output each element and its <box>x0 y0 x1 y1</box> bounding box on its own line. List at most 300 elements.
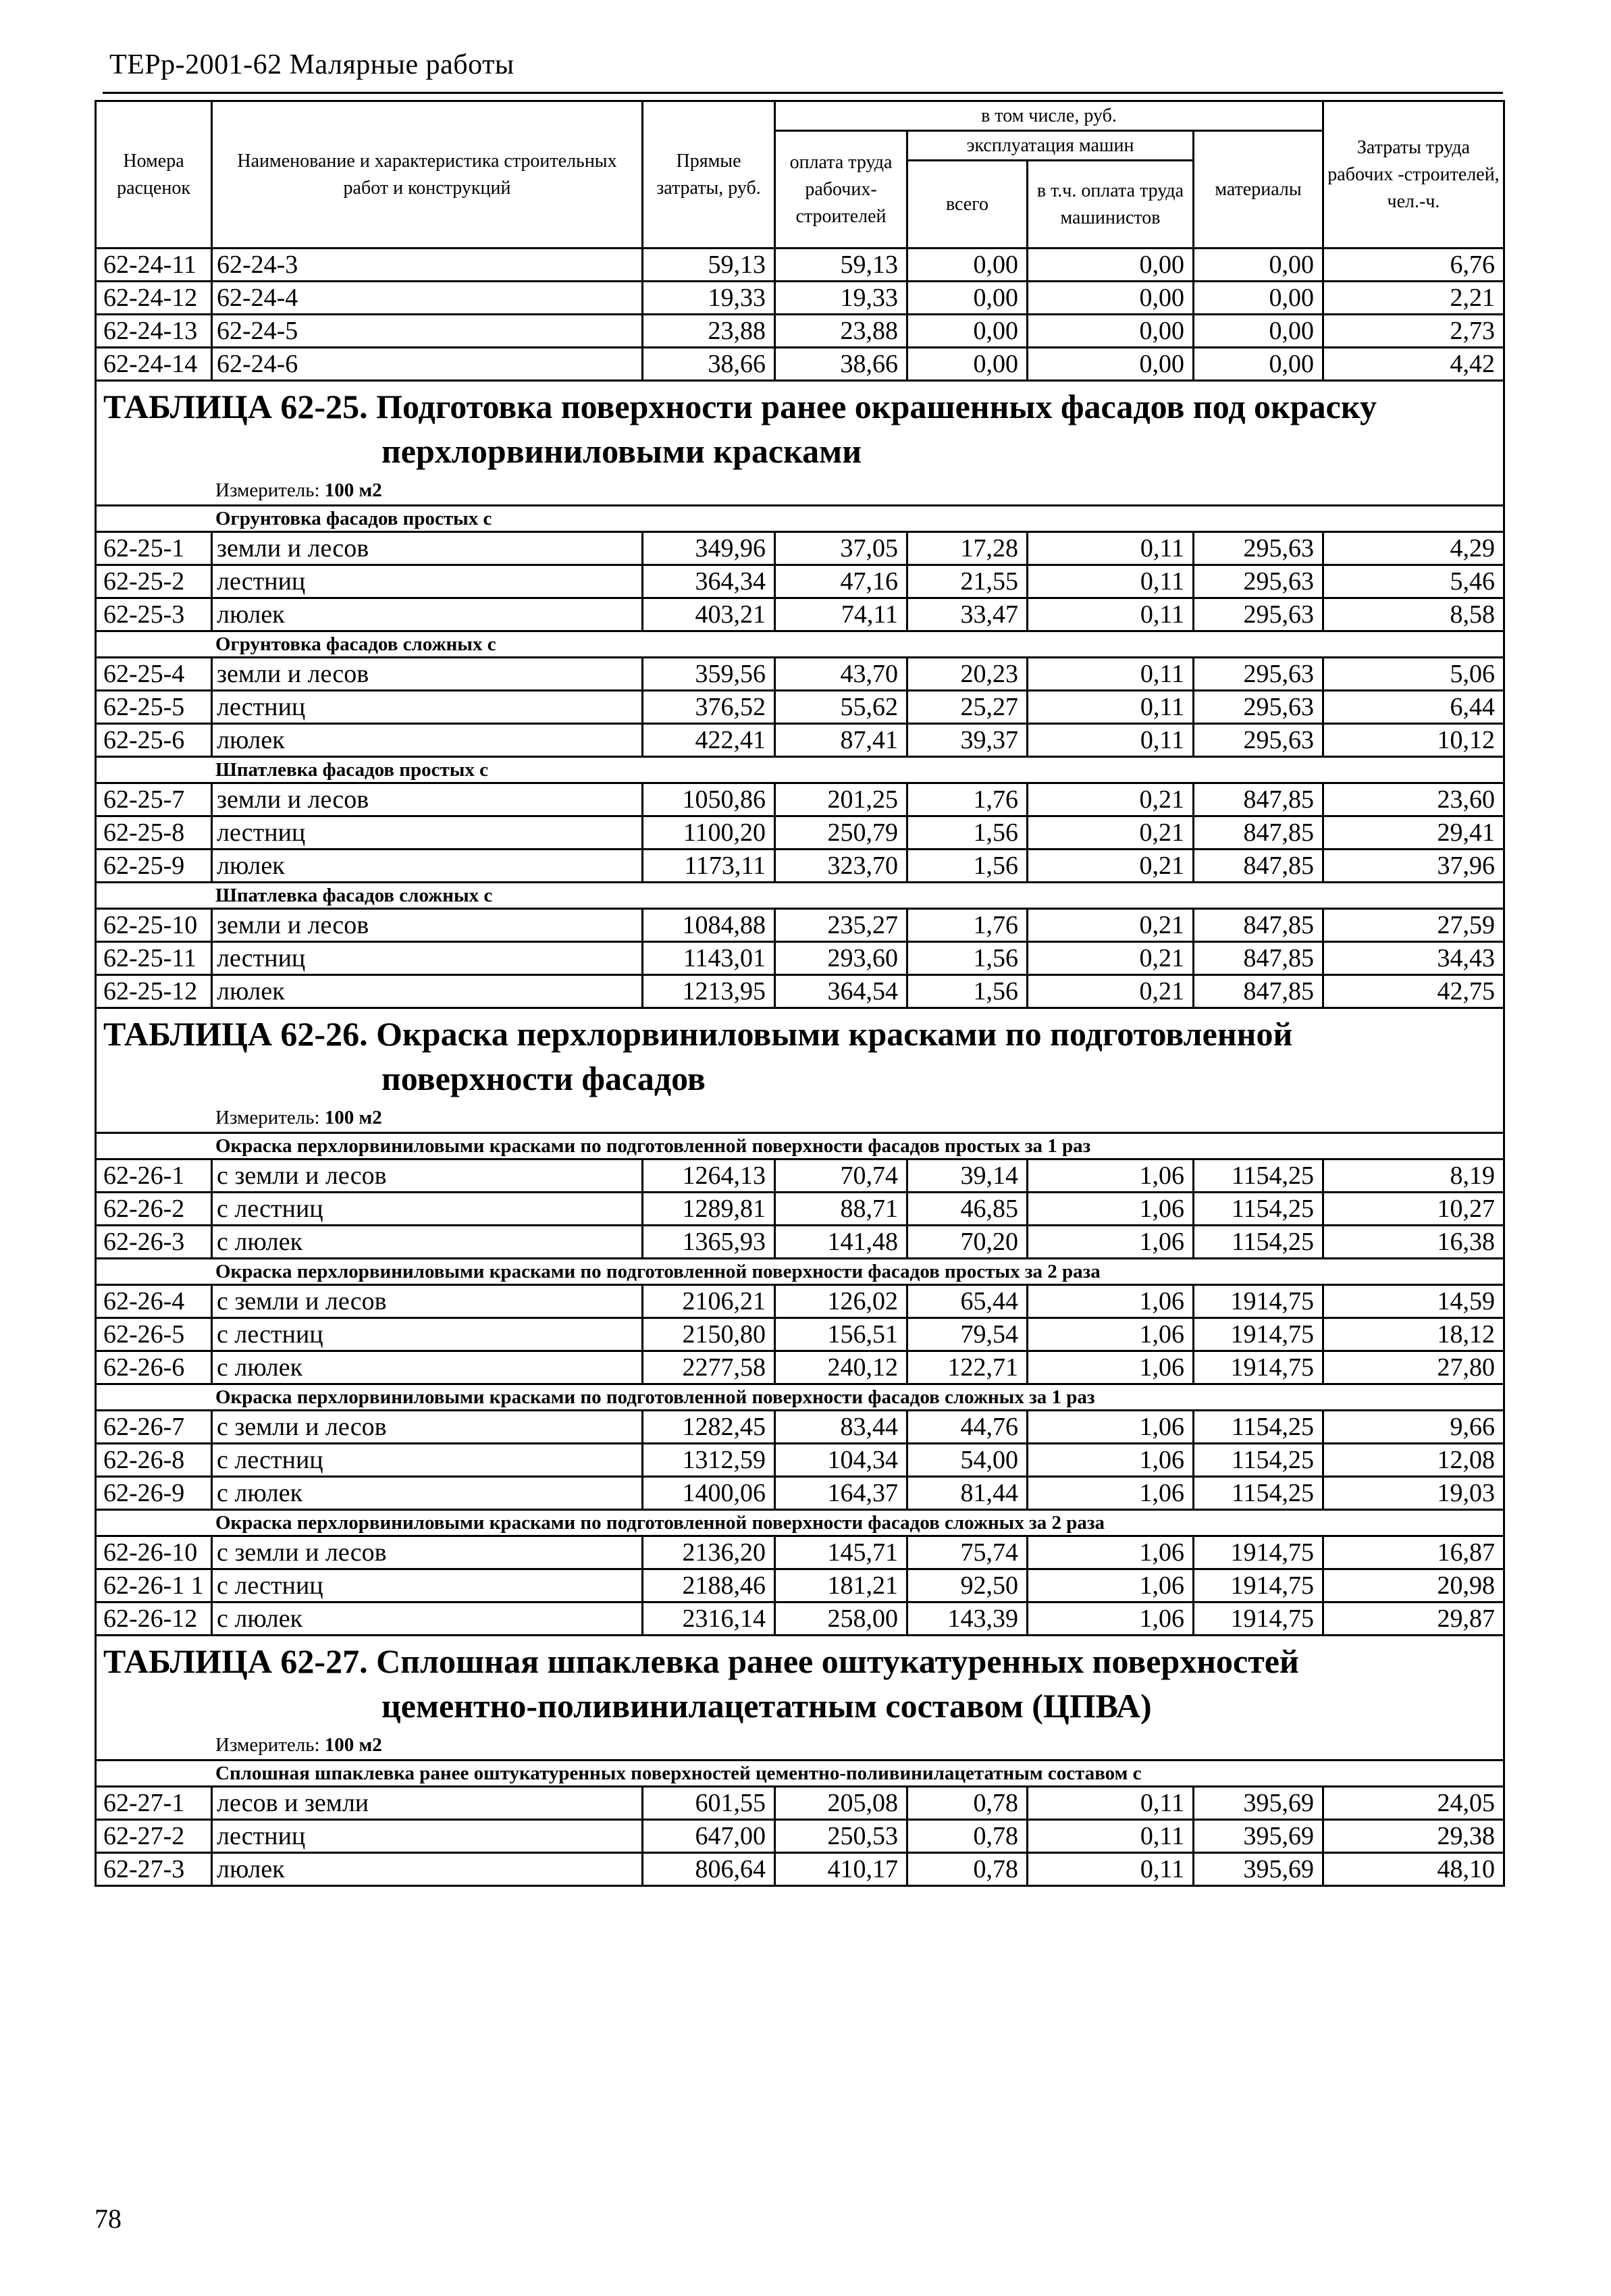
rate-code: 62-25-10 <box>96 909 212 942</box>
rate-code: 62-26-4 <box>96 1285 212 1318</box>
machine-wages: 1,06 <box>1028 1477 1194 1510</box>
labor-cost: 34,43 <box>1323 942 1504 975</box>
table-body <box>96 249 1504 1886</box>
machine-wages: 0,11 <box>1028 565 1194 598</box>
measure-label: Измеритель: <box>215 1107 320 1128</box>
materials: 1914,75 <box>1194 1536 1323 1569</box>
table-row <box>96 1477 1504 1510</box>
rate-code: 62-27-3 <box>96 1853 212 1886</box>
materials: 395,69 <box>1194 1787 1323 1820</box>
group-heading: Окраска перхлорвиниловыми красками по подготовленной поверхности фасадов простых за 2 раза <box>96 1259 1504 1285</box>
machine-wages: 0,00 <box>1028 348 1194 381</box>
labor-cost: 27,80 <box>1323 1351 1504 1384</box>
table-row <box>96 658 1504 691</box>
direct-cost: 349,96 <box>643 532 775 565</box>
rate-code: 62-25-9 <box>96 850 212 883</box>
materials: 847,85 <box>1194 942 1323 975</box>
table-row <box>96 850 1504 883</box>
machines-total: 1,76 <box>907 783 1028 816</box>
labor-cost: 18,12 <box>1323 1318 1504 1351</box>
table-row <box>96 1444 1504 1477</box>
materials: 1154,25 <box>1194 1411 1323 1444</box>
work-name: с земли и лесов <box>212 1285 643 1318</box>
machine-wages: 1,06 <box>1028 1193 1194 1226</box>
machines-total: 39,37 <box>907 724 1028 757</box>
materials: 847,85 <box>1194 816 1323 850</box>
table-row <box>96 1159 1504 1193</box>
labor-cost: 27,59 <box>1323 909 1504 942</box>
materials: 0,00 <box>1194 315 1323 348</box>
direct-cost: 1365,93 <box>643 1226 775 1259</box>
wages: 37,05 <box>775 532 907 565</box>
machines-total: 92,50 <box>907 1569 1028 1602</box>
machines-total: 81,44 <box>907 1477 1028 1510</box>
direct-cost: 1084,88 <box>643 909 775 942</box>
labor-cost: 6,44 <box>1323 691 1504 724</box>
machine-wages: 0,21 <box>1028 850 1194 883</box>
rate-code: 62-24-11 <box>96 249 212 282</box>
table-row <box>96 1853 1504 1886</box>
rate-code: 62-24-13 <box>96 315 212 348</box>
col-labor-header: Затраты труда рабочих -строителей, чел.-ч. <box>1323 101 1504 249</box>
materials: 295,63 <box>1194 724 1323 757</box>
measure-label: Измеритель: <box>215 479 320 501</box>
table-row <box>96 1193 1504 1226</box>
machines-total: 1,76 <box>907 909 1028 942</box>
measure-row <box>96 1731 1504 1760</box>
measure-unit: 100 м2 <box>324 1107 382 1128</box>
machine-wages: 0,11 <box>1028 1787 1194 1820</box>
table-title-line1: ТАБЛИЦА 62-26. Окраска перхлорвиниловыми красками по подготовленной <box>103 1015 1293 1053</box>
col-wages-header: оплата труда рабочих-строителей <box>775 131 907 249</box>
machine-wages: 0,21 <box>1028 975 1194 1008</box>
labor-cost: 4,29 <box>1323 532 1504 565</box>
work-name: лестниц <box>212 1820 643 1853</box>
rate-code: 62-26-9 <box>96 1477 212 1510</box>
machines-total: 1,56 <box>907 850 1028 883</box>
labor-cost: 14,59 <box>1323 1285 1504 1318</box>
labor-cost: 10,12 <box>1323 724 1504 757</box>
direct-cost: 19,33 <box>643 282 775 315</box>
labor-cost: 48,10 <box>1323 1853 1504 1886</box>
wages: 205,08 <box>775 1787 907 1820</box>
table-row <box>96 975 1504 1008</box>
machines-total: 70,20 <box>907 1226 1028 1259</box>
rate-code: 62-25-4 <box>96 658 212 691</box>
work-name: с земли и лесов <box>212 1159 643 1193</box>
table-row <box>96 1820 1504 1853</box>
labor-cost: 23,60 <box>1323 783 1504 816</box>
table-title-line2: цементно-поливинилацетатным составом (ЦПВА) <box>381 1687 1152 1725</box>
work-name: с лестниц <box>212 1444 643 1477</box>
rate-code: 62-24-14 <box>96 348 212 381</box>
labor-cost: 2,21 <box>1323 282 1504 315</box>
machines-total: 33,47 <box>907 598 1028 631</box>
work-name: с люлек <box>212 1602 643 1636</box>
machine-wages: 1,06 <box>1028 1318 1194 1351</box>
wages: 141,48 <box>775 1226 907 1259</box>
measure-row <box>96 1103 1504 1133</box>
direct-cost: 2136,20 <box>643 1536 775 1569</box>
group-heading: Огрунтовка фасадов простых с <box>96 506 1504 532</box>
wages: 156,51 <box>775 1318 907 1351</box>
col-code-header: Номера расценок <box>96 101 212 249</box>
materials: 295,63 <box>1194 598 1323 631</box>
work-name: земли и лесов <box>212 909 643 942</box>
labor-cost: 6,76 <box>1323 249 1504 282</box>
work-name: с земли и лесов <box>212 1411 643 1444</box>
table-row <box>96 1602 1504 1636</box>
rate-code: 62-26-1 1 <box>96 1569 212 1602</box>
wages: 55,62 <box>775 691 907 724</box>
table-row <box>96 282 1504 315</box>
machines-total: 46,85 <box>907 1193 1028 1226</box>
machine-wages: 0,11 <box>1028 598 1194 631</box>
table-row <box>96 1569 1504 1602</box>
machines-total: 143,39 <box>907 1602 1028 1636</box>
machine-wages: 1,06 <box>1028 1444 1194 1477</box>
col-mach-total-header: всего <box>907 161 1028 249</box>
work-name: земли и лесов <box>212 658 643 691</box>
rate-code: 62-26-5 <box>96 1318 212 1351</box>
rate-code: 62-25-3 <box>96 598 212 631</box>
group-heading: Шпатлевка фасадов простых с <box>96 757 1504 783</box>
work-name: с земли и лесов <box>212 1536 643 1569</box>
materials: 395,69 <box>1194 1853 1323 1886</box>
rate-code: 62-25-2 <box>96 565 212 598</box>
col-mach-wages-header: в т.ч. оплата труда машинистов <box>1028 161 1194 249</box>
labor-cost: 8,19 <box>1323 1159 1504 1193</box>
machines-total: 21,55 <box>907 565 1028 598</box>
wages: 59,13 <box>775 249 907 282</box>
machines-total: 1,56 <box>907 816 1028 850</box>
table-title <box>96 1008 1504 1104</box>
group-heading: Сплошная шпаклевка ранее оштукатуренных поверхностей цементно-поливинилацетатным составом с <box>96 1760 1504 1787</box>
direct-cost: 2106,21 <box>643 1285 775 1318</box>
group-heading-row <box>96 1384 1504 1411</box>
rate-code: 62-26-12 <box>96 1602 212 1636</box>
group-heading-row <box>96 1510 1504 1536</box>
rate-code: 62-26-10 <box>96 1536 212 1569</box>
labor-cost: 16,87 <box>1323 1536 1504 1569</box>
labor-cost: 20,98 <box>1323 1569 1504 1602</box>
rate-code: 62-26-7 <box>96 1411 212 1444</box>
machines-total: 54,00 <box>907 1444 1028 1477</box>
table-row <box>96 348 1504 381</box>
machines-total: 0,00 <box>907 249 1028 282</box>
rate-code: 62-26-8 <box>96 1444 212 1477</box>
materials: 295,63 <box>1194 658 1323 691</box>
materials: 1154,25 <box>1194 1159 1323 1193</box>
direct-cost: 403,21 <box>643 598 775 631</box>
machines-total: 0,00 <box>907 282 1028 315</box>
page-number: 78 <box>95 2203 122 2234</box>
group-heading: Окраска перхлорвиниловыми красками по подготовленной поверхности фасадов сложных за 1 раз <box>96 1384 1504 1411</box>
table-row <box>96 909 1504 942</box>
materials: 0,00 <box>1194 348 1323 381</box>
table-row <box>96 783 1504 816</box>
col-machines-header: эксплуатация машин <box>907 131 1194 161</box>
work-name: с люлек <box>212 1477 643 1510</box>
rate-code: 62-25-1 <box>96 532 212 565</box>
rate-code: 62-24-12 <box>96 282 212 315</box>
table-title-line2: поверхности фасадов <box>381 1060 706 1097</box>
wages: 240,12 <box>775 1351 907 1384</box>
col-direct-header: Прямые затраты, руб. <box>643 101 775 249</box>
work-name: люлек <box>212 724 643 757</box>
direct-cost: 38,66 <box>643 348 775 381</box>
measure-label: Измеритель: <box>215 1734 320 1756</box>
group-heading: Огрунтовка фасадов сложных с <box>96 631 1504 658</box>
group-heading-row <box>96 1259 1504 1285</box>
rate-code: 62-25-5 <box>96 691 212 724</box>
table-row <box>96 1318 1504 1351</box>
machine-wages: 0,21 <box>1028 909 1194 942</box>
work-name: люлек <box>212 1853 643 1886</box>
wages: 83,44 <box>775 1411 907 1444</box>
direct-cost: 359,56 <box>643 658 775 691</box>
wages: 126,02 <box>775 1285 907 1318</box>
table-row <box>96 565 1504 598</box>
machine-wages: 0,21 <box>1028 783 1194 816</box>
work-name: с люлек <box>212 1226 643 1259</box>
rate-code: 62-26-6 <box>96 1351 212 1384</box>
work-name: лестниц <box>212 816 643 850</box>
table-row <box>96 1351 1504 1384</box>
materials: 847,85 <box>1194 783 1323 816</box>
machines-total: 17,28 <box>907 532 1028 565</box>
machines-total: 0,78 <box>907 1853 1028 1886</box>
work-name: с лестниц <box>212 1318 643 1351</box>
machines-total: 0,00 <box>907 348 1028 381</box>
direct-cost: 2188,46 <box>643 1569 775 1602</box>
machine-wages: 0,00 <box>1028 315 1194 348</box>
materials: 1914,75 <box>1194 1318 1323 1351</box>
wages: 235,27 <box>775 909 907 942</box>
rate-code: 62-27-1 <box>96 1787 212 1820</box>
table-header <box>96 101 1504 249</box>
running-header: ТЕРр-2001-62 Малярные работы <box>109 49 514 80</box>
machine-wages: 0,00 <box>1028 249 1194 282</box>
wages: 74,11 <box>775 598 907 631</box>
table-row <box>96 1787 1504 1820</box>
machine-wages: 0,11 <box>1028 724 1194 757</box>
machine-wages: 0,11 <box>1028 658 1194 691</box>
measure-unit: 100 м2 <box>324 1734 382 1756</box>
machine-wages: 1,06 <box>1028 1351 1194 1384</box>
rate-code: 62-27-2 <box>96 1820 212 1853</box>
col-name-header: Наименование и характеристика строительных работ и конструкций <box>212 101 643 249</box>
direct-cost: 1213,95 <box>643 975 775 1008</box>
labor-cost: 2,73 <box>1323 315 1504 348</box>
wages: 323,70 <box>775 850 907 883</box>
table-row <box>96 724 1504 757</box>
machine-wages: 0,21 <box>1028 942 1194 975</box>
machines-total: 65,44 <box>907 1285 1028 1318</box>
machine-wages: 1,06 <box>1028 1159 1194 1193</box>
materials: 295,63 <box>1194 565 1323 598</box>
wages: 250,79 <box>775 816 907 850</box>
direct-cost: 376,52 <box>643 691 775 724</box>
table-row <box>96 249 1504 282</box>
wages: 181,21 <box>775 1569 907 1602</box>
materials: 0,00 <box>1194 249 1323 282</box>
work-name: 62-24-3 <box>212 249 643 282</box>
group-heading: Окраска перхлорвиниловыми красками по подготовленной поверхности фасадов простых за 1 раз <box>96 1133 1504 1159</box>
machine-wages: 1,06 <box>1028 1569 1194 1602</box>
machine-wages: 1,06 <box>1028 1285 1194 1318</box>
direct-cost: 364,34 <box>643 565 775 598</box>
rate-code: 62-26-3 <box>96 1226 212 1259</box>
work-name: люлек <box>212 975 643 1008</box>
direct-cost: 1173,11 <box>643 850 775 883</box>
work-name: 62-24-4 <box>212 282 643 315</box>
work-name: люлек <box>212 598 643 631</box>
table-title-line1: ТАБЛИЦА 62-25. Подготовка поверхности ранее окрашенных фасадов под окраску <box>103 388 1377 425</box>
machine-wages: 0,11 <box>1028 1853 1194 1886</box>
labor-cost: 9,66 <box>1323 1411 1504 1444</box>
col-materials-header: материалы <box>1194 131 1323 249</box>
work-name: 62-24-6 <box>212 348 643 381</box>
wages: 70,74 <box>775 1159 907 1193</box>
labor-cost: 29,38 <box>1323 1820 1504 1853</box>
wages: 250,53 <box>775 1820 907 1853</box>
table-row <box>96 1285 1504 1318</box>
materials: 1914,75 <box>1194 1569 1323 1602</box>
materials: 847,85 <box>1194 909 1323 942</box>
machines-total: 1,56 <box>907 942 1028 975</box>
table-row <box>96 532 1504 565</box>
labor-cost: 29,87 <box>1323 1602 1504 1636</box>
labor-cost: 5,06 <box>1323 658 1504 691</box>
machine-wages: 1,06 <box>1028 1602 1194 1636</box>
table-row <box>96 1226 1504 1259</box>
materials: 395,69 <box>1194 1820 1323 1853</box>
direct-cost: 2316,14 <box>643 1602 775 1636</box>
machine-wages: 0,21 <box>1028 816 1194 850</box>
materials: 295,63 <box>1194 532 1323 565</box>
direct-cost: 647,00 <box>643 1820 775 1853</box>
machines-total: 75,74 <box>907 1536 1028 1569</box>
rate-code: 62-25-8 <box>96 816 212 850</box>
materials: 1914,75 <box>1194 1602 1323 1636</box>
machines-total: 20,23 <box>907 658 1028 691</box>
table-row <box>96 1536 1504 1569</box>
materials: 1154,25 <box>1194 1193 1323 1226</box>
rate-code: 62-26-1 <box>96 1159 212 1193</box>
labor-cost: 8,58 <box>1323 598 1504 631</box>
machines-total: 39,14 <box>907 1159 1028 1193</box>
labor-cost: 12,08 <box>1323 1444 1504 1477</box>
table-title <box>96 1636 1504 1731</box>
work-name: лестниц <box>212 691 643 724</box>
work-name: с люлек <box>212 1351 643 1384</box>
wages: 87,41 <box>775 724 907 757</box>
work-name: лестниц <box>212 942 643 975</box>
direct-cost: 1282,45 <box>643 1411 775 1444</box>
group-heading: Шпатлевка фасадов сложных с <box>96 883 1504 909</box>
labor-cost: 5,46 <box>1323 565 1504 598</box>
table-row <box>96 598 1504 631</box>
header-rule <box>103 92 1503 94</box>
materials: 1154,25 <box>1194 1444 1323 1477</box>
materials: 1154,25 <box>1194 1477 1323 1510</box>
direct-cost: 806,64 <box>643 1853 775 1886</box>
machines-total: 44,76 <box>907 1411 1028 1444</box>
wages: 258,00 <box>775 1602 907 1636</box>
wages: 88,71 <box>775 1193 907 1226</box>
rate-code: 62-25-12 <box>96 975 212 1008</box>
labor-cost: 10,27 <box>1323 1193 1504 1226</box>
work-name: 62-24-5 <box>212 315 643 348</box>
machine-wages: 0,00 <box>1028 282 1194 315</box>
wages: 19,33 <box>775 282 907 315</box>
direct-cost: 59,13 <box>643 249 775 282</box>
wages: 410,17 <box>775 1853 907 1886</box>
machines-total: 0,00 <box>907 315 1028 348</box>
group-heading-row <box>96 883 1504 909</box>
measure-row <box>96 476 1504 506</box>
materials: 1154,25 <box>1194 1226 1323 1259</box>
machines-total: 25,27 <box>907 691 1028 724</box>
rates-table <box>95 100 1505 1887</box>
materials: 847,85 <box>1194 975 1323 1008</box>
wages: 164,37 <box>775 1477 907 1510</box>
group-heading-row <box>96 757 1504 783</box>
work-name: лестниц <box>212 565 643 598</box>
work-name: с лестниц <box>212 1193 643 1226</box>
materials: 295,63 <box>1194 691 1323 724</box>
machine-wages: 0,11 <box>1028 1820 1194 1853</box>
machine-wages: 1,06 <box>1028 1226 1194 1259</box>
group-heading: Окраска перхлорвиниловыми красками по подготовленной поверхности фасадов сложных за 2 раза <box>96 1510 1504 1536</box>
work-name: земли и лесов <box>212 783 643 816</box>
wages: 201,25 <box>775 783 907 816</box>
direct-cost: 1264,13 <box>643 1159 775 1193</box>
wages: 364,54 <box>775 975 907 1008</box>
work-name: люлек <box>212 850 643 883</box>
table-row <box>96 691 1504 724</box>
table-row <box>96 1411 1504 1444</box>
materials: 847,85 <box>1194 850 1323 883</box>
machines-total: 0,78 <box>907 1820 1028 1853</box>
machine-wages: 0,11 <box>1028 691 1194 724</box>
rate-code: 62-25-11 <box>96 942 212 975</box>
table-row <box>96 816 1504 850</box>
machine-wages: 0,11 <box>1028 532 1194 565</box>
machines-total: 122,71 <box>907 1351 1028 1384</box>
table-title <box>96 381 1504 477</box>
labor-cost: 37,96 <box>1323 850 1504 883</box>
group-heading-row <box>96 631 1504 658</box>
wages: 145,71 <box>775 1536 907 1569</box>
direct-cost: 1289,81 <box>643 1193 775 1226</box>
direct-cost: 422,41 <box>643 724 775 757</box>
table-row <box>96 315 1504 348</box>
direct-cost: 2150,80 <box>643 1318 775 1351</box>
rate-code: 62-25-6 <box>96 724 212 757</box>
direct-cost: 1312,59 <box>643 1444 775 1477</box>
materials: 0,00 <box>1194 282 1323 315</box>
group-heading-row <box>96 506 1504 532</box>
direct-cost: 1050,86 <box>643 783 775 816</box>
labor-cost: 42,75 <box>1323 975 1504 1008</box>
labor-cost: 29,41 <box>1323 816 1504 850</box>
rate-code: 62-25-7 <box>96 783 212 816</box>
work-name: с лестниц <box>212 1569 643 1602</box>
measure-unit: 100 м2 <box>324 479 382 501</box>
wages: 23,88 <box>775 315 907 348</box>
